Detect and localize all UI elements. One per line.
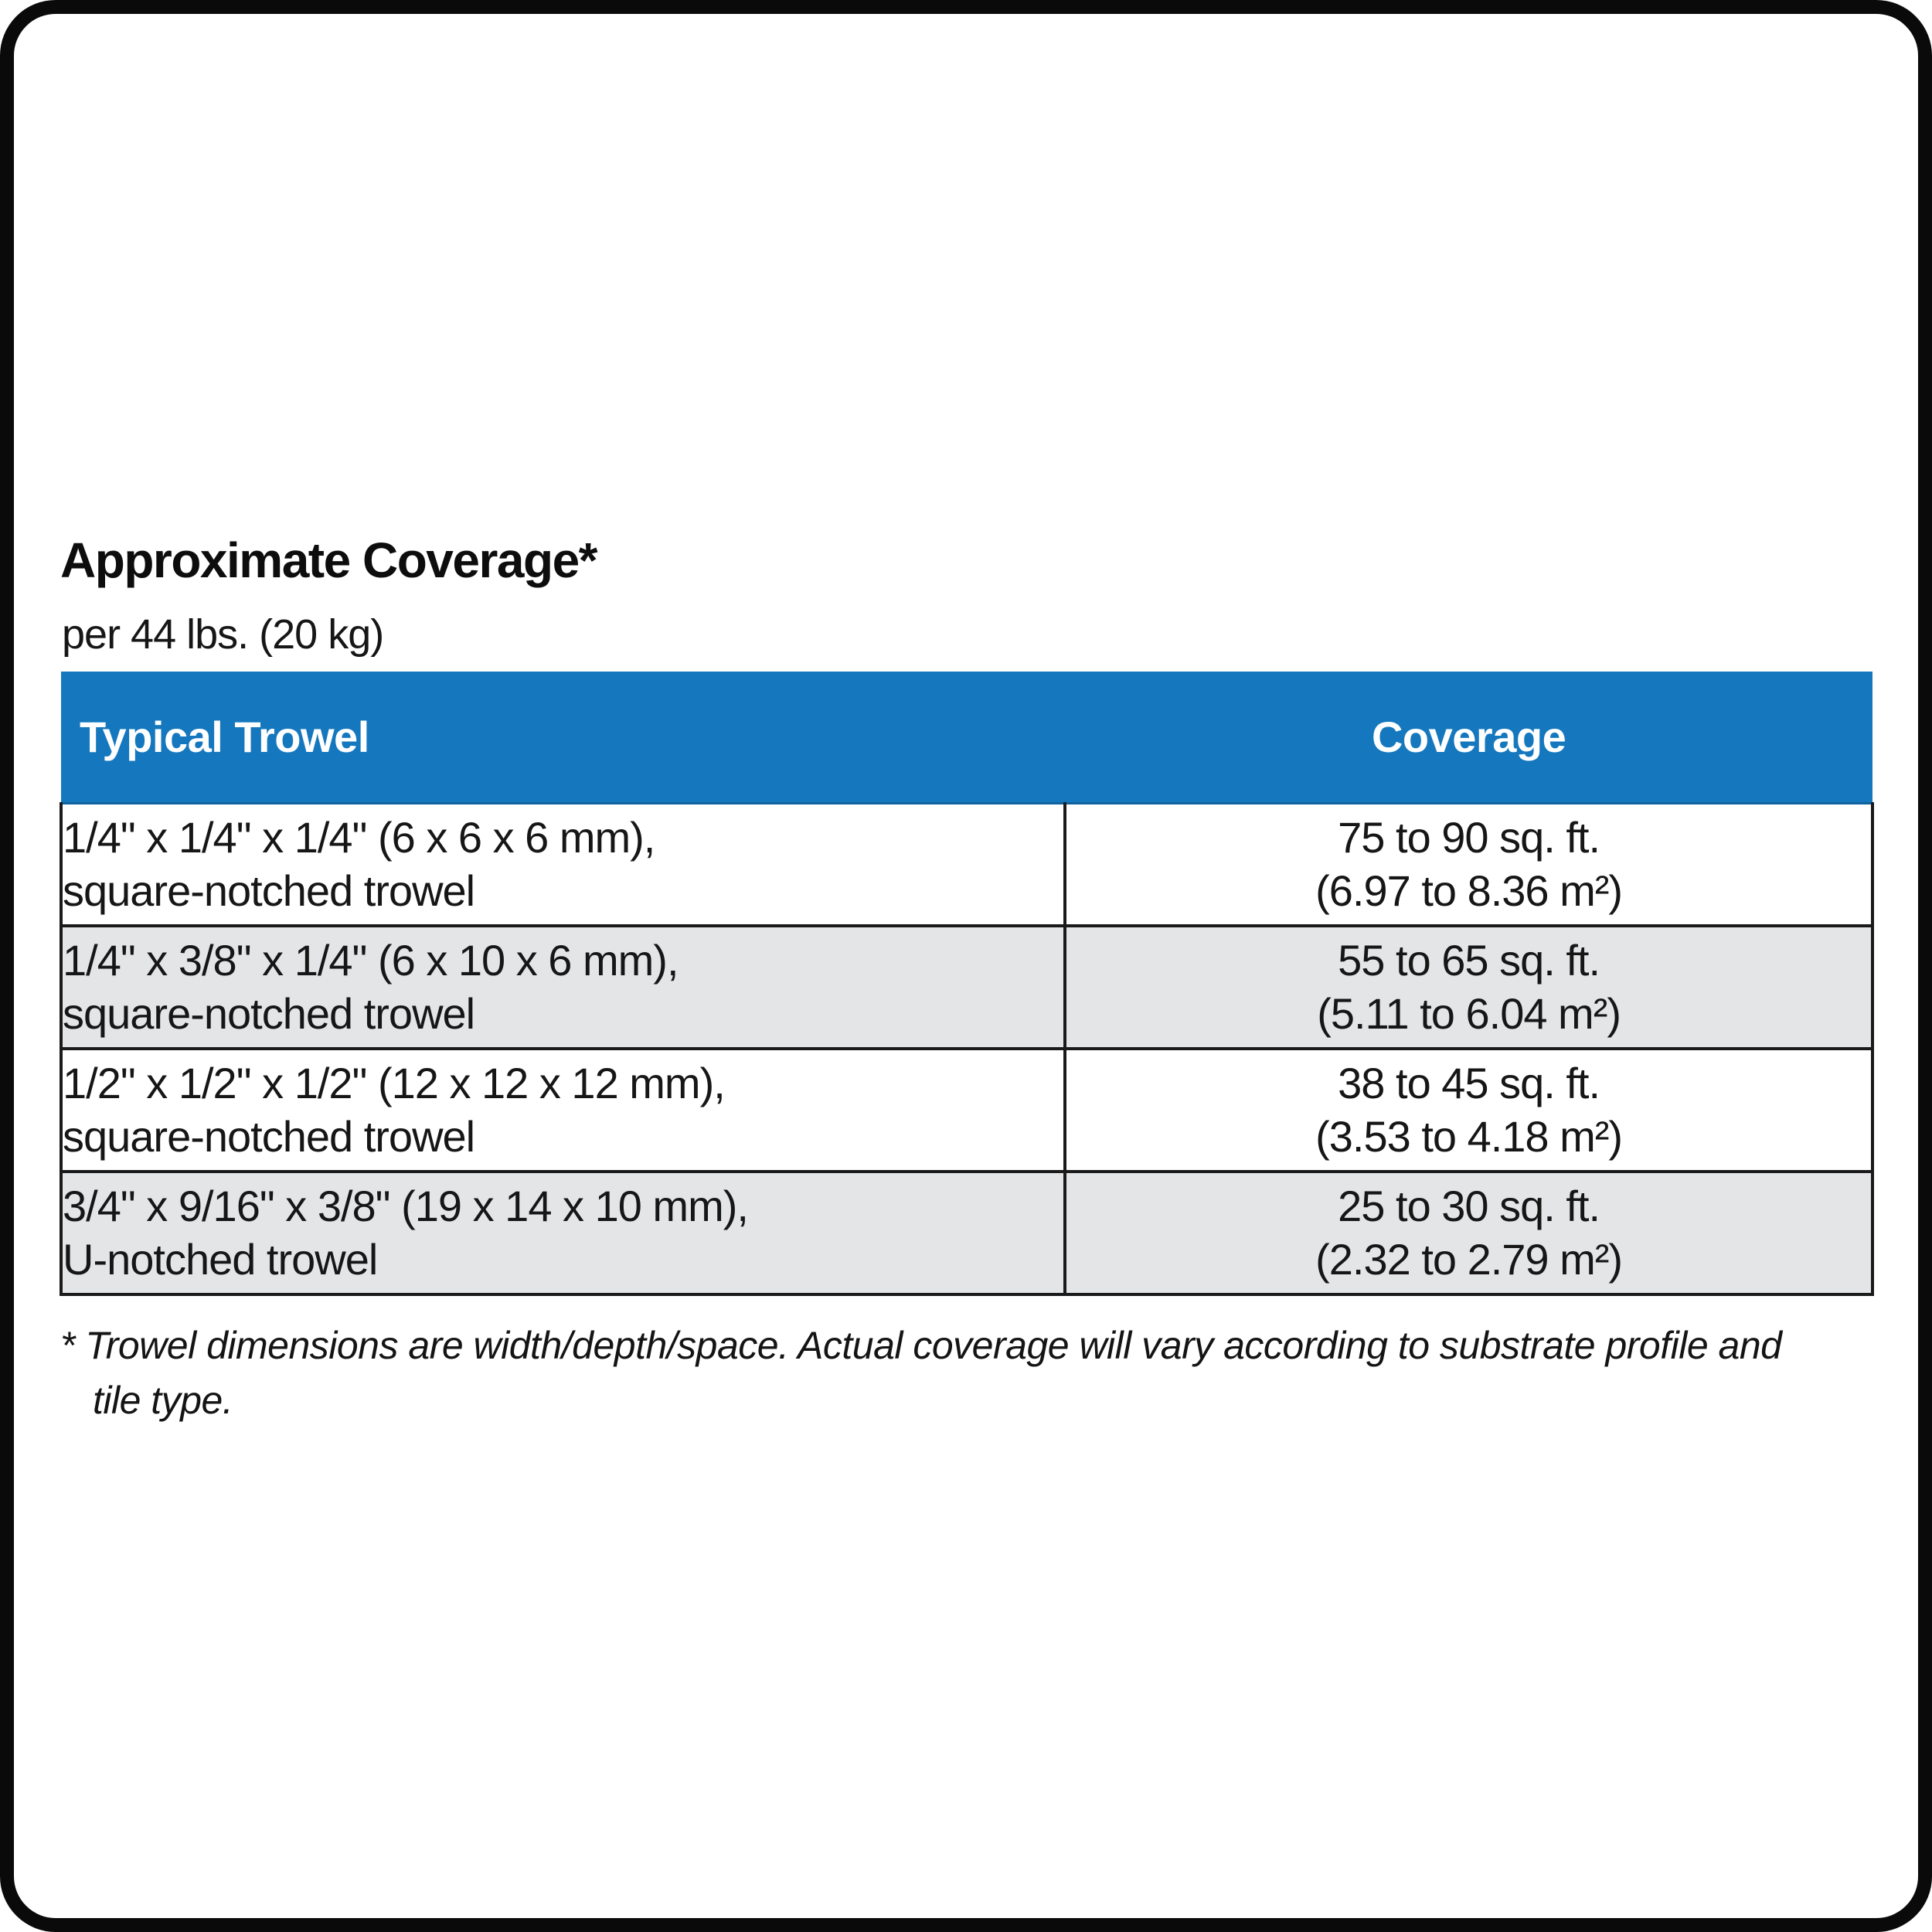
coverage-imperial-text: 75 to 90 sq. ft. [1338, 813, 1600, 862]
trowel-size-text: 1/2" x 1/2" x 1/2" (12 x 12 x 12 mm), [63, 1059, 725, 1107]
trowel-cell [61, 1049, 1065, 1172]
trowel-type-text: U-notched trowel [63, 1235, 378, 1284]
coverage-metric-text: (5.11 to 6.04 m²) [1317, 989, 1621, 1038]
footnote [60, 1318, 1824, 1428]
table-row [61, 1049, 1872, 1172]
trowel-type-text: square-notched trowel [63, 866, 475, 915]
trowel-size-text: 1/4" x 1/4" x 1/4" (6 x 6 x 6 mm), [63, 813, 655, 862]
trowel-type-text: square-notched trowel [63, 1112, 475, 1161]
trowel-cell [61, 926, 1065, 1049]
column-header-typical-trowel: Typical Trowel [61, 672, 1065, 804]
page-subtitle: per 44 lbs. (20 kg) [62, 611, 384, 658]
trowel-size-text: 3/4" x 9/16" x 3/8" (19 x 14 x 10 mm), [63, 1182, 748, 1230]
coverage-imperial-text: 55 to 65 sq. ft. [1338, 936, 1600, 985]
table-row [61, 804, 1872, 927]
table-header-row [61, 672, 1872, 804]
coverage-cell [1065, 1172, 1872, 1294]
trowel-type-text: square-notched trowel [63, 989, 475, 1038]
trowel-cell [61, 1172, 1065, 1294]
coverage-metric-text: (3.53 to 4.18 m²) [1315, 1112, 1623, 1161]
coverage-cell [1065, 926, 1872, 1049]
coverage-table-container [60, 672, 1874, 1296]
coverage-metric-text: (6.97 to 8.36 m²) [1315, 866, 1623, 915]
table-row [61, 926, 1872, 1049]
coverage-metric-text: (2.32 to 2.79 m²) [1315, 1235, 1623, 1284]
trowel-size-text: 1/4" x 3/8" x 1/4" (6 x 10 x 6 mm), [63, 936, 679, 985]
page-title: Approximate Coverage* [60, 532, 597, 588]
table-row [61, 1172, 1872, 1294]
column-header-coverage: Coverage [1065, 672, 1872, 804]
trowel-cell [61, 804, 1065, 927]
footnote-asterisk: * [60, 1324, 75, 1367]
coverage-imperial-text: 38 to 45 sq. ft. [1338, 1059, 1600, 1107]
coverage-imperial-text: 25 to 30 sq. ft. [1338, 1182, 1600, 1230]
coverage-table [60, 672, 1874, 1296]
footnote-text: Trowel dimensions are width/depth/space. Actual coverage will vary according to substrate profile and tile type. [85, 1324, 1782, 1422]
coverage-cell [1065, 804, 1872, 927]
coverage-cell [1065, 1049, 1872, 1172]
